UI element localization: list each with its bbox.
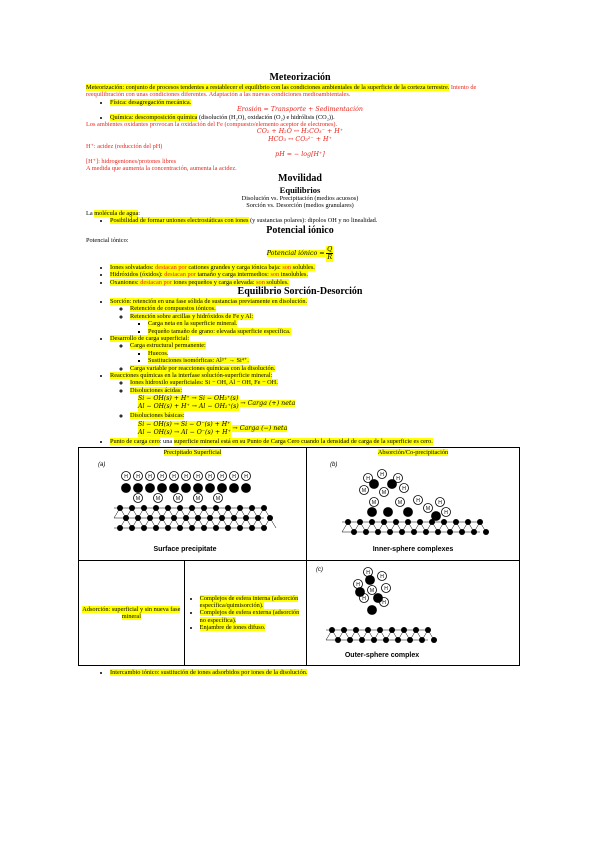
hydrogen-atom-label: H [356, 581, 360, 588]
oxygen-atom [383, 508, 392, 517]
lattice-atom [387, 529, 393, 535]
lattice-atom [357, 519, 363, 525]
metal-atom-label: M [155, 496, 161, 503]
lattice-atom [195, 515, 201, 521]
lattice-atom [177, 505, 183, 511]
meteorizacion-definition: Meteorización: conjunto de procesos tendentes a restablecer el equilibrio con las condiciones ambientales de la superficie de la corteza terrestre. Intento de reequilibración con unas condiciones diferentes. Adaptación a las nuevas condiciones medioambientales. [86, 84, 477, 99]
outer-sphere-diagram [308, 562, 456, 662]
hydrogen-atom-label: H [362, 595, 366, 602]
list-item: • Complejos de esfera externa (adsorción no específica). [200, 609, 305, 624]
lattice-atom [129, 525, 135, 531]
lattice-atom [401, 627, 407, 633]
lattice-atom [471, 529, 477, 535]
list-item: ◦ Disoluciones ácidas: Si − OH(s) + H⁺ → Si − OH₂⁺(s) Al − OH(s) + H⁺ → Al − OH₂⁺(s) → Carga (+) neta [130, 387, 514, 411]
diagram-caption: Surface precipitate [153, 546, 217, 554]
lattice-atom [117, 525, 123, 531]
diagram-label: (c) [315, 566, 323, 573]
text-line: Potencial iónico: [86, 236, 129, 244]
lattice-atom [189, 505, 195, 511]
list-item: ◦ Retención de compuestos iónicos. [130, 305, 514, 312]
lattice-atom [225, 505, 231, 511]
oxygen-atom [373, 593, 382, 602]
list-item: ▪ Pequeño tamaño de grano: elevada superficie específica. [148, 328, 514, 335]
lattice-atom [365, 627, 371, 633]
meteor-list [86, 99, 514, 106]
lattice-atom [261, 525, 267, 531]
lattice-atom [483, 529, 489, 535]
lattice-atom [363, 529, 369, 535]
oxygen-atom [122, 484, 131, 493]
table-header: Absorción/Co-precipitación [377, 449, 449, 457]
list-item: • Intercambio iónico: sustitución de iones adsorbidos por iones de la disolución. [110, 669, 514, 676]
lattice-atom [159, 515, 165, 521]
oxygen-atom [367, 605, 376, 614]
lattice-atom [395, 637, 401, 643]
hydrogen-atom-label: H [208, 474, 212, 481]
lattice-atom [381, 519, 387, 525]
lattice-atom [237, 505, 243, 511]
lattice-atom [171, 515, 177, 521]
oxygen-atom [431, 512, 440, 521]
oxygen-atom [403, 508, 412, 517]
lattice-atom [117, 505, 123, 511]
lattice-atom [165, 525, 171, 531]
lattice-atom [465, 519, 471, 525]
lattice-atom [477, 519, 483, 525]
diagram-caption: Inner-sphere complexes [372, 546, 454, 554]
oxygen-atom [194, 484, 203, 493]
lattice-atom [261, 505, 267, 511]
lattice-atom [177, 525, 183, 531]
water-text: La molécula de agua: [86, 209, 141, 217]
hydrogen-atom-label: H [244, 474, 248, 481]
lattice-atom [123, 515, 129, 521]
oxygen-atom [230, 484, 239, 493]
hydrogen-atom-label: H [148, 474, 152, 481]
lattice-atom [255, 515, 261, 521]
lattice-atom [341, 627, 347, 633]
section-title: Potencial iónico [266, 224, 334, 236]
page-title: Meteorización [269, 72, 331, 83]
metal-atom-label: M [175, 496, 181, 503]
lattice-atom [359, 637, 365, 643]
lattice-atom [407, 637, 413, 643]
list-item: • Reacciones químicas en la interfase solución-superficie mineral: ◦ Iones hidroxilo superficiales: Si − OH, Al − OH, Fe − OH. ◦ Disoluciones ácidas: Si − OH(s) + H⁺ → Si − OH₂⁺(s) Al − OH(s) + H⁺ → Al − OH₂⁺(s) → Carga (+) neta ◦ Disoluciones básicas: Si − OH(s) → Si − O⁻(s) + H⁺ Al − OH(s) → Al − O⁻(s) + H⁺ → Carga (−) neta [110, 372, 514, 437]
ionic-potential-list [86, 264, 514, 286]
lattice-atom [231, 515, 237, 521]
section-title: Movilidad [278, 172, 322, 184]
list-item: • Posibilidad de formar uniones electrostáticas con iones (y sustancias polares): dipolos OH y no linealidad. [110, 217, 514, 224]
lattice-atom [129, 505, 135, 511]
metal-atom-label: M [371, 500, 377, 507]
diagram-caption: Outer-sphere complex [344, 651, 420, 659]
lattice-atom [425, 627, 431, 633]
oxygen-atom [134, 484, 143, 493]
hydrogen-atom-label: H [444, 510, 448, 517]
list-item: ▪ Huecos. [148, 350, 514, 357]
document-page [82, 72, 514, 677]
ph-equation: pH = − log[H⁺] [275, 150, 325, 158]
lattice-atom [183, 515, 189, 521]
hydrogen-atom-label: H [382, 599, 386, 606]
lattice-atom [453, 519, 459, 525]
lattice-atom [219, 515, 225, 521]
hydrogen-atom-label: H [416, 498, 420, 505]
lattice-atom [371, 637, 377, 643]
oxygen-atom [387, 480, 396, 489]
lattice-atom [377, 627, 383, 633]
list-item: • Punto de carga cero: una superficie mineral está en su Punto de Carga Cero cuando la densidad de carga de la superficie es cero. [110, 438, 514, 445]
lattice-atom [213, 505, 219, 511]
lattice-atom [411, 529, 417, 535]
lattice-atom [267, 515, 273, 521]
oxygen-atom [206, 484, 215, 493]
hydrogen-atom-label: H [184, 474, 188, 481]
list-item: ▪ Sustituciones isomórficas: Al³⁺ → Si⁴⁺. [148, 357, 514, 364]
oxygen-atom [146, 484, 155, 493]
diagram-label: (a) [98, 462, 106, 469]
lattice-atom [447, 529, 453, 535]
lattice-atom [141, 505, 147, 511]
lattice-atom [431, 637, 437, 643]
hydrogen-atom-label: H [380, 573, 384, 580]
lattice-atom [369, 519, 375, 525]
lattice-atom [423, 529, 429, 535]
list-item: ◦ Iones hidroxilo superficiales: Si − OH, Al − OH, Fe − OH. [130, 379, 514, 386]
hydrogen-atom-label: H [396, 476, 400, 483]
hydrogen-atom-label: H [384, 585, 388, 592]
hydrogen-atom-label: H [160, 474, 164, 481]
lattice-atom [249, 525, 255, 531]
hydrogen-atom-label: H [172, 474, 176, 481]
oxygen-atom [182, 484, 191, 493]
list-item: ◦ Disoluciones básicas: Si − OH(s) → Si − O⁻(s) + H⁺ Al − OH(s) → Al − O⁻(s) + H⁺ → Carga (−) neta [130, 412, 514, 436]
lattice-atom [393, 519, 399, 525]
metal-atom-label: M [215, 496, 221, 503]
lattice-atom [413, 627, 419, 633]
lattice-atom [383, 637, 389, 643]
metal-atom-label: M [361, 488, 367, 495]
sorption-table [78, 447, 520, 666]
lattice-atom [153, 505, 159, 511]
hydrogen-text: [H⁺]: hidrogeniones/protones libres [86, 158, 177, 166]
equation: CO₂ + H₂O ↔ H₂CO₃⁻ + H⁺ [256, 128, 344, 136]
oxygen-atom [355, 587, 364, 596]
hydrogen-atom-label: H [136, 474, 140, 481]
text-line: Disolución vs. Precipitación (medios acuosos) [241, 194, 359, 202]
oxygen-atom [369, 480, 378, 489]
hydrogen-atom-label: H [402, 486, 406, 493]
lattice-atom [405, 519, 411, 525]
lattice-atom [335, 637, 341, 643]
list-item: ▪ Carga neta en la superficie mineral. [148, 320, 514, 327]
lattice-atom [347, 637, 353, 643]
section-title: Equilibrio Sorción-Desorción [237, 285, 363, 297]
lattice-atom [213, 525, 219, 531]
complex-list [186, 595, 305, 632]
lattice-atom [207, 515, 213, 521]
metal-atom-label: M [425, 506, 431, 513]
hydrogen-atom-label: H [220, 474, 224, 481]
inner-sphere-diagram [308, 456, 518, 556]
metal-atom-label: M [369, 587, 375, 594]
lattice-atom [399, 529, 405, 535]
metal-atom-label: M [195, 496, 201, 503]
lattice-atom [389, 627, 395, 633]
lattice-atom [243, 515, 249, 521]
hydrogen-atom-label: H [366, 569, 370, 576]
list-item: • Complejos de esfera interna (adsorción específica/quimisorción). [200, 595, 305, 610]
basic-equations: Si − OH(s) → Si − O⁻(s) + H⁺ Al − OH(s) → Al − O⁻(s) + H⁺ → Carga (−) neta [138, 420, 288, 436]
list-item: • Sorción: retención en una fase sólida de sustancias previamente en disolución. ◦ Retención de compuestos iónicos. ◦ Retención sobre arcillas y hidróxidos de Fe y Al: ▪ Carga neta en la superficie mineral. ▪ Pequeño tamaño de grano: elevada superficie específica. [110, 298, 514, 335]
lattice-atom [353, 627, 359, 633]
lattice-atom [189, 525, 195, 531]
lattice-atom [141, 525, 147, 531]
metal-atom-label: M [397, 500, 403, 507]
metal-atom-label: M [381, 490, 387, 497]
lattice-atom [201, 525, 207, 531]
oxidation-text: Los ambientes oxidantes provocan la oxidación del Fe (compuesto/elemento aceptor de electrones). [86, 121, 338, 129]
hydrogen-atom-label: H [232, 474, 236, 481]
oxygen-atom [170, 484, 179, 493]
lattice-atom [329, 627, 335, 633]
surface-precipitate-diagram [80, 456, 290, 556]
list-item: • Enjambre de iones difuso. [200, 624, 305, 631]
lattice-atom [435, 529, 441, 535]
diagram-label: (b) [329, 462, 338, 469]
metal-atom-label: M [135, 496, 141, 503]
list-item: • Química: descomposición química (disolución (H₂O), oxidación (O₂) e hidrólisis (CO₂)). [110, 114, 514, 121]
oxygen-atom [158, 484, 167, 493]
list-item: ◦ Carga estructural permanente: ▪ Huecos. ▪ Sustituciones isomórficas: Al³⁺ → Si⁴⁺. [130, 342, 514, 364]
lattice-atom [225, 525, 231, 531]
acidity-note: A medida que aumenta la concentración, aumenta la acidez. [86, 165, 237, 173]
list-item: ◦ Retención sobre arcillas y hidróxidos de Fe y Al: ▪ Carga neta en la superficie mineral. ▪ Pequeño tamaño de grano: elevada superficie específica. [130, 313, 514, 335]
erosion-equation: Erosión = Transporte + Sedimentación [237, 106, 363, 114]
list-item: • Iones solvatados: destacan por cationes grandes y carga iónica baja: son solubles. [110, 264, 514, 271]
hydrogen-atom-label: H [366, 476, 370, 483]
list-item: • Oxaniones: destacan por iones pequeños y carga elevada: son solubles. [110, 279, 514, 286]
equation: HCO₃ ↔ CO₃²⁻ + H⁺ [268, 135, 332, 143]
lattice-atom [441, 519, 447, 525]
oxygen-atom [367, 508, 376, 517]
subsection-title: Equilibrios [279, 184, 321, 195]
lattice-atom [419, 637, 425, 643]
hydrogen-atom-label: H [438, 500, 442, 507]
hydrogen-atom-label: H [380, 472, 384, 479]
list-item: • Hidróxidos (óxidos): destacan por tamaño y carga intermedios: son insolubles. [110, 271, 514, 278]
hydrogen-atom-label: H [124, 474, 128, 481]
acidity-text: H⁺: acidez (reducción del pH) [86, 143, 163, 151]
acid-equations: Si − OH(s) + H⁺ → Si − OH₂⁺(s) Al − OH(s) + H⁺ → Al − OH₂⁺(s) → Carga (+) neta [138, 395, 296, 411]
list-item: • Física: desagregación mecánica. [110, 99, 514, 106]
oxygen-atom [218, 484, 227, 493]
lattice-atom [201, 505, 207, 511]
lattice-atom [417, 519, 423, 525]
lattice-atom [135, 515, 141, 521]
lattice-atom [345, 519, 351, 525]
oxygen-atom [365, 575, 374, 584]
table-header: Precipitado Superficial [163, 449, 222, 457]
lattice-atom [351, 529, 357, 535]
ionic-potential-equation: Potencial iónico = $\frac{Q}{R}$ [266, 245, 333, 262]
lattice-atom [237, 525, 243, 531]
lattice-atom [375, 529, 381, 535]
lattice-atom [165, 505, 171, 511]
lattice-atom [249, 505, 255, 511]
oxygen-atom [242, 484, 251, 493]
hydrogen-atom-label: H [196, 474, 200, 481]
list-item: ◦ Carga variable por reacciones químicas con la disolución. [130, 365, 514, 372]
lattice-atom [153, 525, 159, 531]
list-item: • Desarrollo de carga superficial: ◦ Carga estructural permanente: ▪ Huecos. ▪ Sustituciones isomórficas: Al³⁺ → Si⁴⁺. ◦ Carga variable por reacciones químicas con la disolución. [110, 335, 514, 372]
lattice-atom [459, 529, 465, 535]
lattice-atom [147, 515, 153, 521]
adsorption-label: Adsorción: superficial y sin nueva fase mineral [82, 605, 181, 621]
text-line: Sorción vs. Desorción (medios granulares) [246, 202, 354, 210]
